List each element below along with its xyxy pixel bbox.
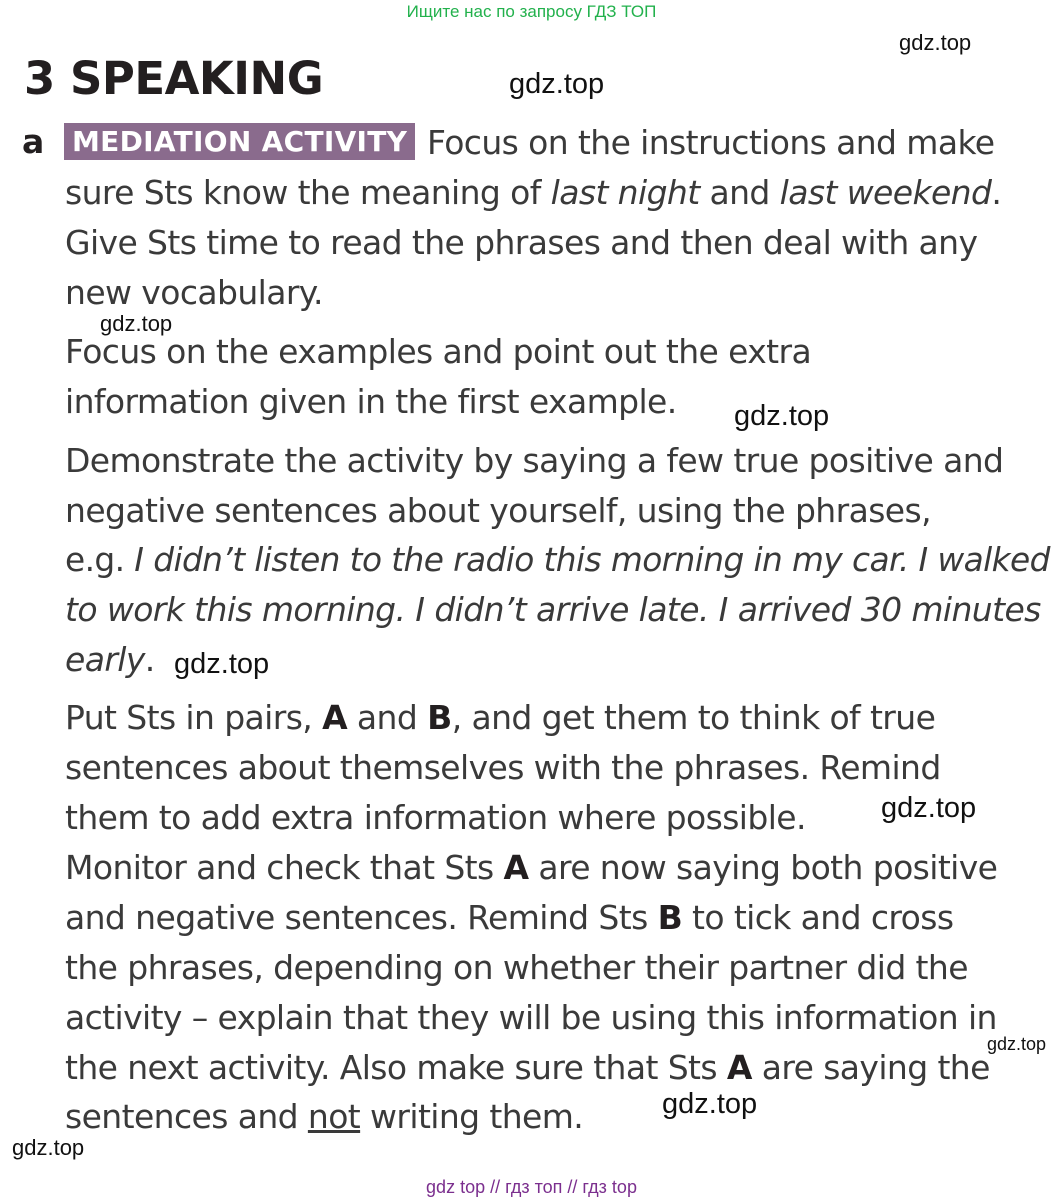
search-hint-banner: Ищите нас по запросу ГДЗ ТОП [406,2,657,21]
watermark: gdz.top [734,400,830,432]
text-line: the next activity. Also make sure that Sts A are saying the [65,1048,990,1087]
watermark: gdz.top [899,30,972,55]
watermark: gdz.top [174,648,270,680]
watermark: gdz.top [509,68,605,100]
watermark: gdz.top [881,792,977,824]
text-line: Demonstrate the activity by saying a few true positive and [65,441,1004,480]
text-line: new vocabulary. [65,273,323,312]
text-line: sentences and not writing them. [65,1097,584,1136]
watermark: gdz.top [987,1034,1047,1054]
text-line: e.g. I didn’t listen to the radio this morning in my car. I walked [65,540,1050,579]
text-line: Monitor and check that Sts A are now saying both positive [65,848,998,887]
section-heading: 3 SPEAKING [24,52,324,105]
text-line: early. [65,640,155,679]
exercise-letter: a [22,122,45,161]
text-line: to work this morning. I didn’t arrive late. I arrived 30 minutes [65,590,1041,629]
watermark: gdz.top [12,1135,85,1160]
mediation-activity-badge: MEDIATION ACTIVITY [64,123,415,160]
watermark: gdz.top [662,1088,758,1120]
text-line: negative sentences about yourself, using the phrases, [65,491,931,530]
text-line: Focus on the examples and point out the extra [65,332,812,371]
text-line: them to add extra information where possible. [65,798,806,837]
text-line: the phrases, depending on whether their partner did the [65,948,968,987]
text-line: activity – explain that they will be using this information in [65,998,997,1037]
watermark: gdz.top [100,311,173,336]
text-line: Put Sts in pairs, A and B, and get them to think of true [65,698,936,737]
text-line: sentences about themselves with the phrases. Remind [65,748,941,787]
text-line: information given in the first example. [65,382,677,421]
text-line: Give Sts time to read the phrases and then deal with any [65,223,978,262]
footer-links: gdz top // гдз топ // гдз top [426,1177,637,1197]
text-line: Focus on the instructions and make [427,123,995,162]
text-line: sure Sts know the meaning of last night and last weekend. [65,173,1002,212]
text-line: and negative sentences. Remind Sts B to tick and cross [65,898,954,937]
